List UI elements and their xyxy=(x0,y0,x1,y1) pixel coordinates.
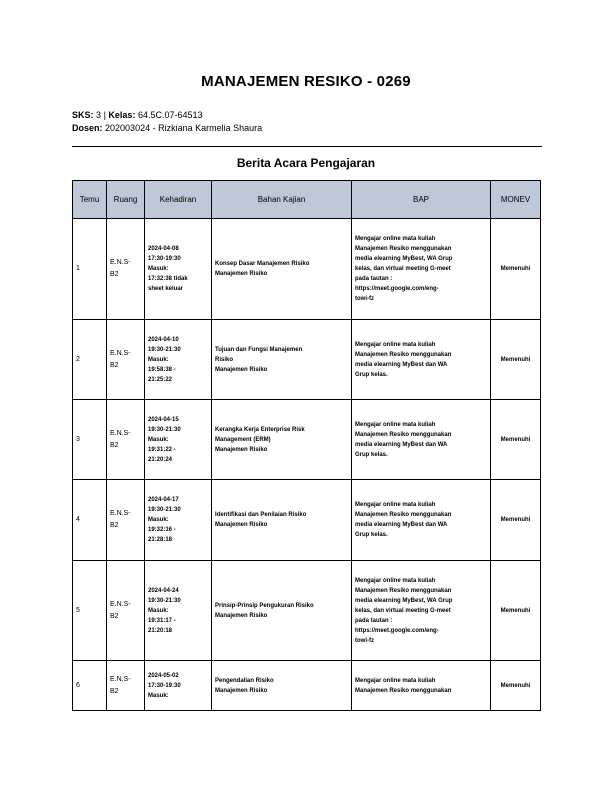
cell-ruang: E.N.S- B2 xyxy=(107,219,145,320)
course-meta xyxy=(72,109,203,121)
table-row xyxy=(73,561,541,661)
meta-separator: | xyxy=(103,110,106,120)
kelas-value: 64.5C.07-64513 xyxy=(137,110,203,120)
cell-kehadiran: 2024-04-24 19:30-21:30 Masuk: 19:31:17 - 21:20:18 xyxy=(145,561,212,661)
cell-temu: 2 xyxy=(73,320,107,400)
teaching-log-table xyxy=(72,180,541,711)
table-row xyxy=(73,661,541,711)
cell-temu: 5 xyxy=(73,561,107,661)
section-title: Berita Acara Pengajaran xyxy=(236,156,376,170)
cell-bahan-kajian: Konsep Dasar Manajemen Risiko Manajemen Risiko xyxy=(212,219,352,320)
cell-bap: Mengajar online mata kuliah Manajemen Resiko menggunakan media elearning MyBest dan WA Grup kelas. xyxy=(352,400,491,480)
table-row xyxy=(73,219,541,320)
cell-monev: Memenuhi xyxy=(491,320,541,400)
table-header-row xyxy=(73,181,541,219)
header-temu: Temu xyxy=(73,181,107,219)
header-kehadiran: Kehadiran xyxy=(145,181,212,219)
cell-ruang: E.N.S- B2 xyxy=(107,561,145,661)
header-bahan-kajian: Bahan Kajian xyxy=(212,181,352,219)
cell-monev: Memenuhi xyxy=(491,661,541,711)
cell-bahan-kajian: Identifikasi dan Penilaian Risiko Manajemen Risiko xyxy=(212,480,352,561)
lecturer-meta xyxy=(72,122,262,134)
dosen-label: Dosen: xyxy=(72,123,103,133)
header-divider xyxy=(72,146,542,147)
cell-bap: Mengajar online mata kuliah Manajemen Resiko menggunakan media elearning MyBest, WA Grup kelas, dan virtual meeting G-meet pada tautan : https://meet.google.com/eng- towi-fz xyxy=(352,219,491,320)
dosen-value: 202003024 - Rizkiana Karmelia Shaura xyxy=(105,123,263,133)
cell-bap: Mengajar online mata kuliah Manajemen Resiko menggunakan media elearning MyBest dan WA Grup kelas. xyxy=(352,320,491,400)
cell-temu: 1 xyxy=(73,219,107,320)
cell-bap: Mengajar online mata kuliah Manajemen Resiko menggunakan xyxy=(352,661,491,711)
cell-bahan-kajian: Prinsip-Prinsip Pengukuran Risiko Manajemen Risiko xyxy=(212,561,352,661)
cell-ruang: E.N.S- B2 xyxy=(107,400,145,480)
cell-monev: Memenuhi xyxy=(491,400,541,480)
header-monev: MONEV xyxy=(491,181,541,219)
cell-bahan-kajian: Kerangka Kerja Enterprise Risk Management (ERM) Manajemen Risiko xyxy=(212,400,352,480)
header-ruang: Ruang xyxy=(107,181,145,219)
cell-kehadiran: 2024-05-02 17:30-19:30 Masuk: xyxy=(145,661,212,711)
cell-monev: Memenuhi xyxy=(491,219,541,320)
cell-kehadiran: 2024-04-10 19:30-21:30 Masuk: 19:58:38 - 21:25:22 xyxy=(145,320,212,400)
cell-bap: Mengajar online mata kuliah Manajemen Resiko menggunakan media elearning MyBest, WA Grup kelas, dan virtual meeting G-meet pada tautan : https://meet.google.com/eng- towi-fz xyxy=(352,561,491,661)
cell-monev: Memenuhi xyxy=(491,480,541,561)
page-title: MANAJEMEN RESIKO - 0269 xyxy=(201,73,411,90)
cell-ruang: E.N.S- B2 xyxy=(107,320,145,400)
cell-bahan-kajian: Pengendalian Risiko Manajemen Risiko xyxy=(212,661,352,711)
table-row xyxy=(73,480,541,561)
sks-value: 3 xyxy=(96,110,102,120)
cell-temu: 3 xyxy=(73,400,107,480)
cell-ruang: E.N.S- B2 xyxy=(107,661,145,711)
cell-temu: 6 xyxy=(73,661,107,711)
cell-temu: 4 xyxy=(73,480,107,561)
table-row xyxy=(73,400,541,480)
header-bap: BAP xyxy=(352,181,491,219)
cell-kehadiran: 2024-04-17 19:30-21:30 Masuk: 19:32:16 - 21:28:18 xyxy=(145,480,212,561)
cell-monev: Memenuhi xyxy=(491,561,541,661)
cell-bahan-kajian: Tujuan dan Fungsi Manajemen Risiko Manajemen Risiko xyxy=(212,320,352,400)
table-row xyxy=(73,320,541,400)
cell-kehadiran: 2024-04-08 17:30-19:30 Masuk: 17:32:38 tidak sheet keluar xyxy=(145,219,212,320)
cell-bap: Mengajar online mata kuliah Manajemen Resiko menggunakan media elearning MyBest dan WA Grup kelas. xyxy=(352,480,491,561)
cell-ruang: E.N.S- B2 xyxy=(107,480,145,561)
cell-kehadiran: 2024-04-15 19:30-21:30 Masuk: 19:31:22 - 21:20:24 xyxy=(145,400,212,480)
sks-label: SKS: xyxy=(72,110,94,120)
kelas-label: Kelas: xyxy=(108,110,136,120)
